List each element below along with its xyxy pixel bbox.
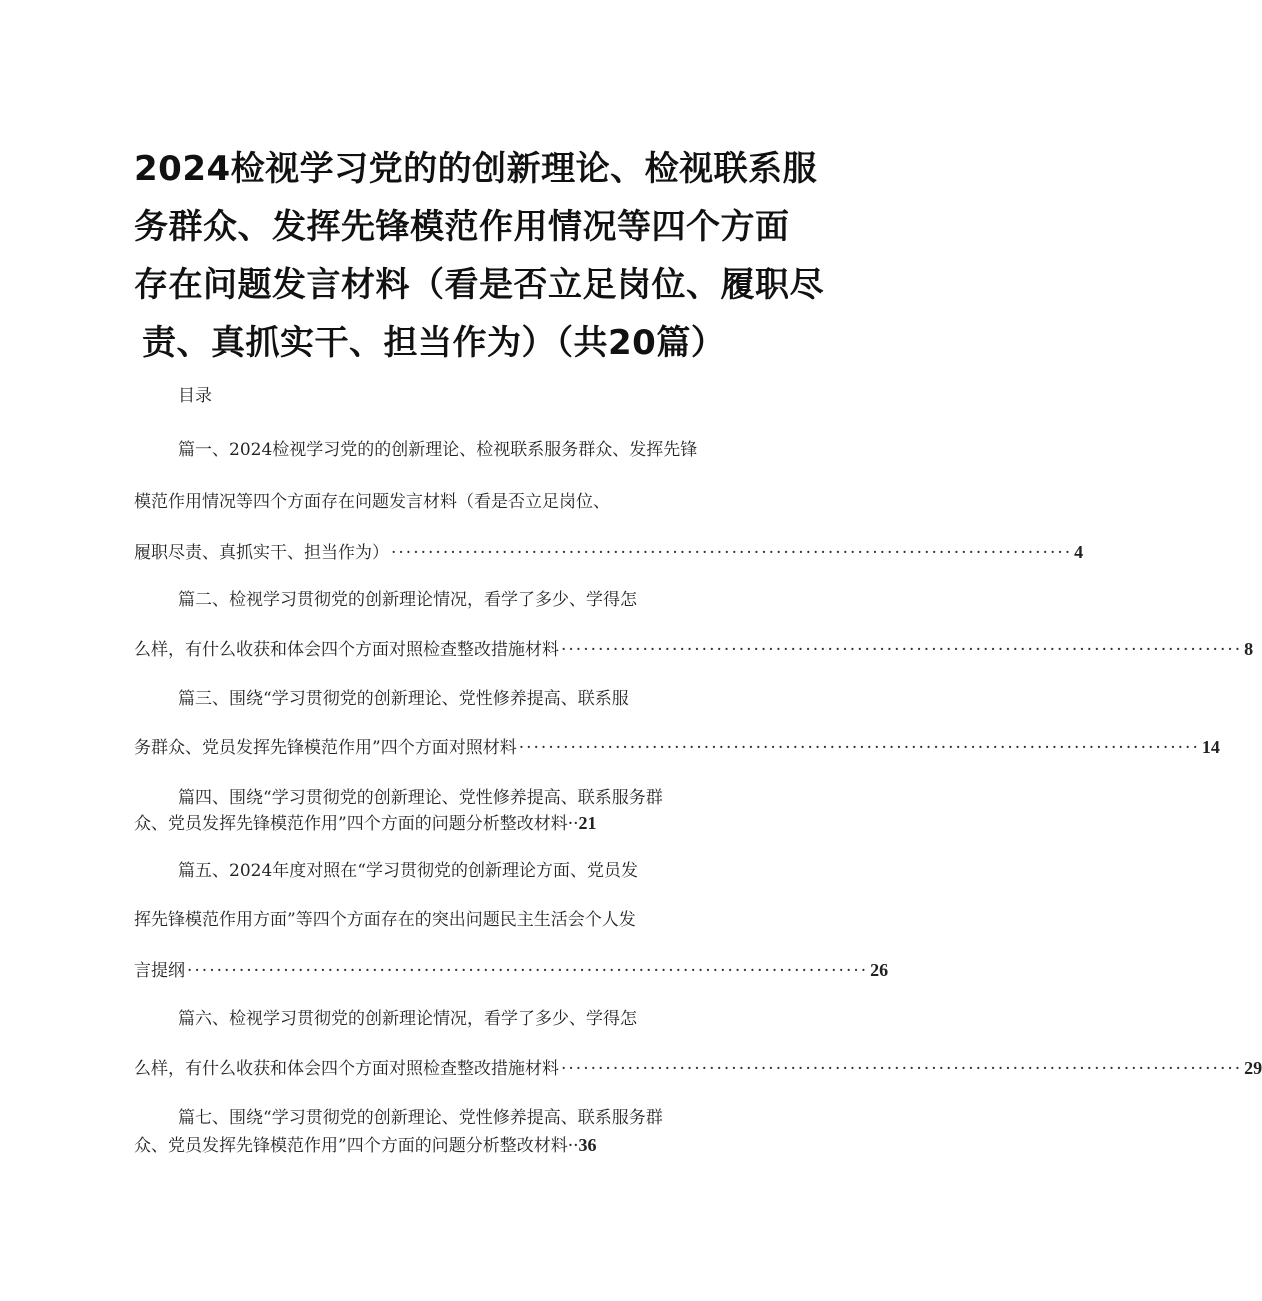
toc-entry-6-page: 29 xyxy=(1244,1058,1262,1078)
toc-entry-1-page: 4 xyxy=(1074,542,1084,562)
toc-entry-5-line-2: 挥先锋模范作用方面”等四个方面存在的突出问题民主生活会个人发 xyxy=(134,910,636,930)
toc-entry-3-page: 14 xyxy=(1201,737,1220,757)
toc-entry-6-line-1: 篇六、检视学习贯彻党的创新理论情况，看学了多少、学得怎 xyxy=(178,1009,637,1029)
toc-entry-7-page: 36 xyxy=(578,1135,597,1155)
toc-entry-3-last-line[interactable] xyxy=(134,732,1220,763)
toc-entry-7-line-2: 众、党员发挥先锋模范作用”四个方面的问题分析整改材料·· xyxy=(134,1136,579,1156)
title-line: 2024检视学习党的的创新理论、检视联系服 xyxy=(134,149,818,189)
toc-entry-7-line-1: 篇七、围绕“学习贯彻党的创新理论、党性修养提高、联系服务群 xyxy=(178,1108,663,1128)
toc-entry-1-line-2: 模范作用情况等四个方面存在问题发言材料（看是否立足岗位、 xyxy=(134,492,610,512)
title-line: 责、真抓实干、担当作为）（共20篇） xyxy=(142,323,726,363)
toc-entry-4-page: 21 xyxy=(578,813,597,833)
toc-entry-1-last-line[interactable] xyxy=(134,537,1084,568)
toc-entry-7-last-line[interactable] xyxy=(134,1130,774,1161)
toc-entry-1-line-3: 履职尽责、真抓实干、担当作为） xyxy=(134,543,389,563)
toc-entry-2-line-2: 么样，有什么收获和体会四个方面对照检查整改措施材料 xyxy=(134,640,559,660)
leader-dots: ···························································································· xyxy=(391,543,1073,563)
leader-dots: ···························································································· xyxy=(187,961,869,981)
toc-entry-3-line-1: 篇三、围绕“学习贯彻党的创新理论、党性修养提高、联系服 xyxy=(178,689,629,709)
toc-entry-1-line-1: 篇一、2024检视学习党的的创新理论、检视联系服务群众、发挥先锋 xyxy=(178,440,698,460)
leader-dots: ···························································································· xyxy=(561,640,1243,660)
toc-entry-6-line-2: 么样，有什么收获和体会四个方面对照检查整改措施材料 xyxy=(134,1059,559,1079)
toc-entry-2-last-line[interactable] xyxy=(134,634,1254,665)
toc-entry-6-last-line[interactable] xyxy=(134,1053,1262,1084)
toc-entry-5-line-3: 言提纲 xyxy=(134,961,185,981)
toc-entry-2-line-1: 篇二、检视学习贯彻党的创新理论情况，看学了多少、学得怎 xyxy=(178,590,637,610)
title-line: 存在问题发言材料（看是否立足岗位、履职尽 xyxy=(134,265,824,305)
toc-heading: 目录 xyxy=(178,386,212,406)
toc-entry-5-line-1: 篇五、2024年度对照在“学习贯彻党的创新理论方面、党员发 xyxy=(178,861,638,881)
toc-entry-5-last-line[interactable] xyxy=(134,955,889,986)
leader-dots: ···························································································· xyxy=(561,1059,1243,1079)
title-line: 务群众、发挥先锋模范作用情况等四个方面 xyxy=(134,207,790,247)
toc-entry-5-page: 26 xyxy=(870,960,889,980)
toc-entry-4-last-line[interactable] xyxy=(134,808,774,839)
toc-entry-2-page: 8 xyxy=(1244,639,1254,659)
toc-entry-4-line-1: 篇四、围绕“学习贯彻党的创新理论、党性修养提高、联系服务群 xyxy=(178,788,663,808)
toc-entry-3-line-2: 务群众、党员发挥先锋模范作用”四个方面对照材料 xyxy=(134,738,517,758)
leader-dots: ···························································································· xyxy=(518,738,1200,758)
toc-entry-4-line-2: 众、党员发挥先锋模范作用”四个方面的问题分析整改材料·· xyxy=(134,814,579,834)
